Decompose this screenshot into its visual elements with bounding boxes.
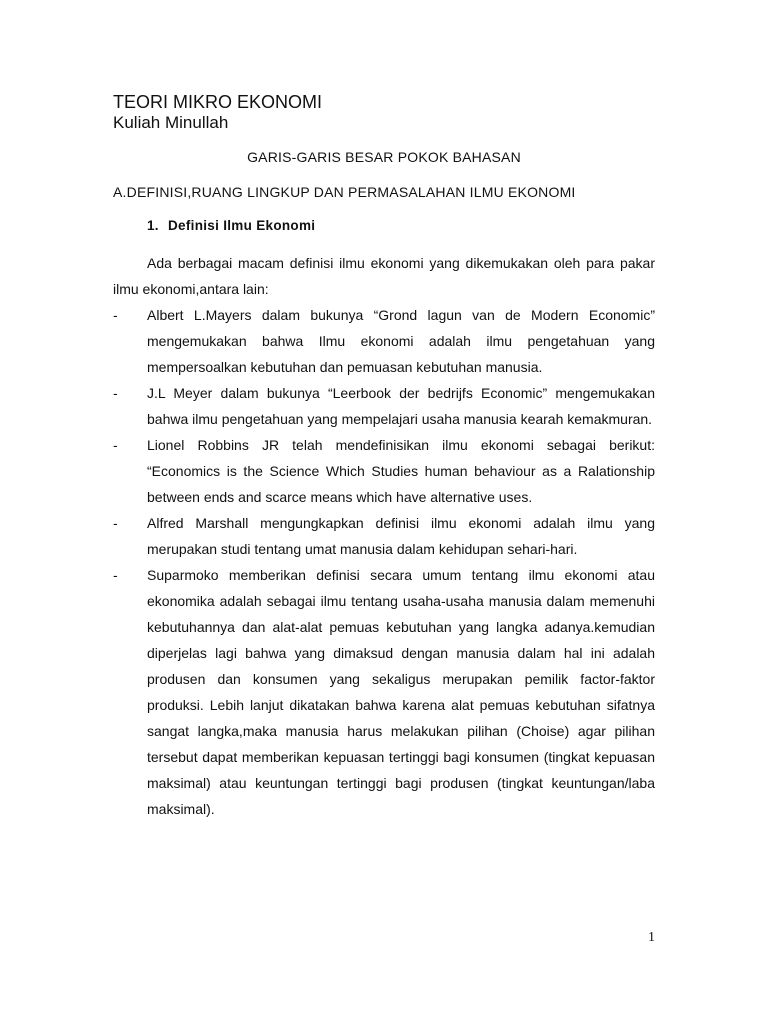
bullet-dash: - [113, 385, 118, 401]
list-item [113, 432, 655, 510]
list-item-text: Lionel Robbins JR telah mendefinisikan ilmu ekonomi sebagai berikut: “Economics is the Science Which Studies human behaviour as a Ralationship between ends and scarce means which have alternative uses. [147, 437, 655, 505]
definition-list [113, 302, 655, 822]
list-item [113, 510, 655, 562]
list-item [113, 380, 655, 432]
document-title: TEORI MIKRO EKONOMI [113, 92, 323, 112]
section-heading: A.DEFINISI,RUANG LINGKUP DAN PERMASALAHAN ILMU EKONOMI [113, 184, 576, 200]
list-item-text: Suparmoko memberikan definisi secara umum tentang ilmu ekonomi atau ekonomika adalah sebagai ilmu tentang usaha-usaha manusia dalam memenuhi kebutuhannya dan alat-alat pemuas kebutuhan yang langka adanya.kemudian diperjelas lagi bahwa yang dimaksud dengan manusia dalam hal ini adalah produsen dan konsumen yang sekaligus merupakan pemilik factor-faktor produksi. Lebih lanjut dikatakan bahwa karena alat pemuas kebutuhan sifatnya sangat langka,maka manusia harus melakukan pilihan (Choise) agar pilihan tersebut dapat memberikan kepuasan tertinggi bagi konsumen (tingkat kepuasan maksimal) atau keuntungan tertinggi bagi produsen (tingkat keuntungan/laba maksimal). [147, 567, 655, 817]
list-item [113, 302, 655, 380]
subsection-heading [147, 216, 315, 236]
list-item-text: Alfred Marshall mengungkapkan definisi ilmu ekonomi adalah ilmu yang merupakan studi tentang umat manusia dalam kehidupan sehari-hari. [147, 515, 655, 557]
list-item-text: J.L Meyer dalam bukunya “Leerbook der bedrijfs Economic” mengemukakan bahwa ilmu pengetahuan yang mempelajari usaha manusia kearah kemakmuran. [147, 385, 655, 427]
intro-paragraph: Ada berbagai macam definisi ilmu ekonomi yang dikemukakan oleh para pakar ilmu ekonomi,antara lain: [113, 255, 655, 297]
bullet-dash: - [113, 437, 118, 453]
bullet-dash: - [113, 515, 118, 531]
list-item-text: Albert L.Mayers dalam bukunya “Grond lagun van de Modern Economic” mengemukakan bahwa Ilmu ekonomi adalah ilmu pengetahuan yang mempersoalkan kebutuhan dan pemuasan kebutuhan manusia. [147, 307, 655, 375]
subsection-number: 1. [147, 218, 159, 233]
main-heading: GARIS-GARIS BESAR POKOK BAHASAN [247, 149, 521, 165]
page-number: 1 [648, 930, 655, 945]
body-text [113, 250, 655, 822]
list-item [113, 562, 655, 822]
subsection-title: Definisi Ilmu Ekonomi [168, 218, 316, 233]
document-subtitle: Kuliah Minullah [113, 113, 229, 132]
bullet-dash: - [113, 567, 118, 583]
bullet-dash: - [113, 307, 118, 323]
